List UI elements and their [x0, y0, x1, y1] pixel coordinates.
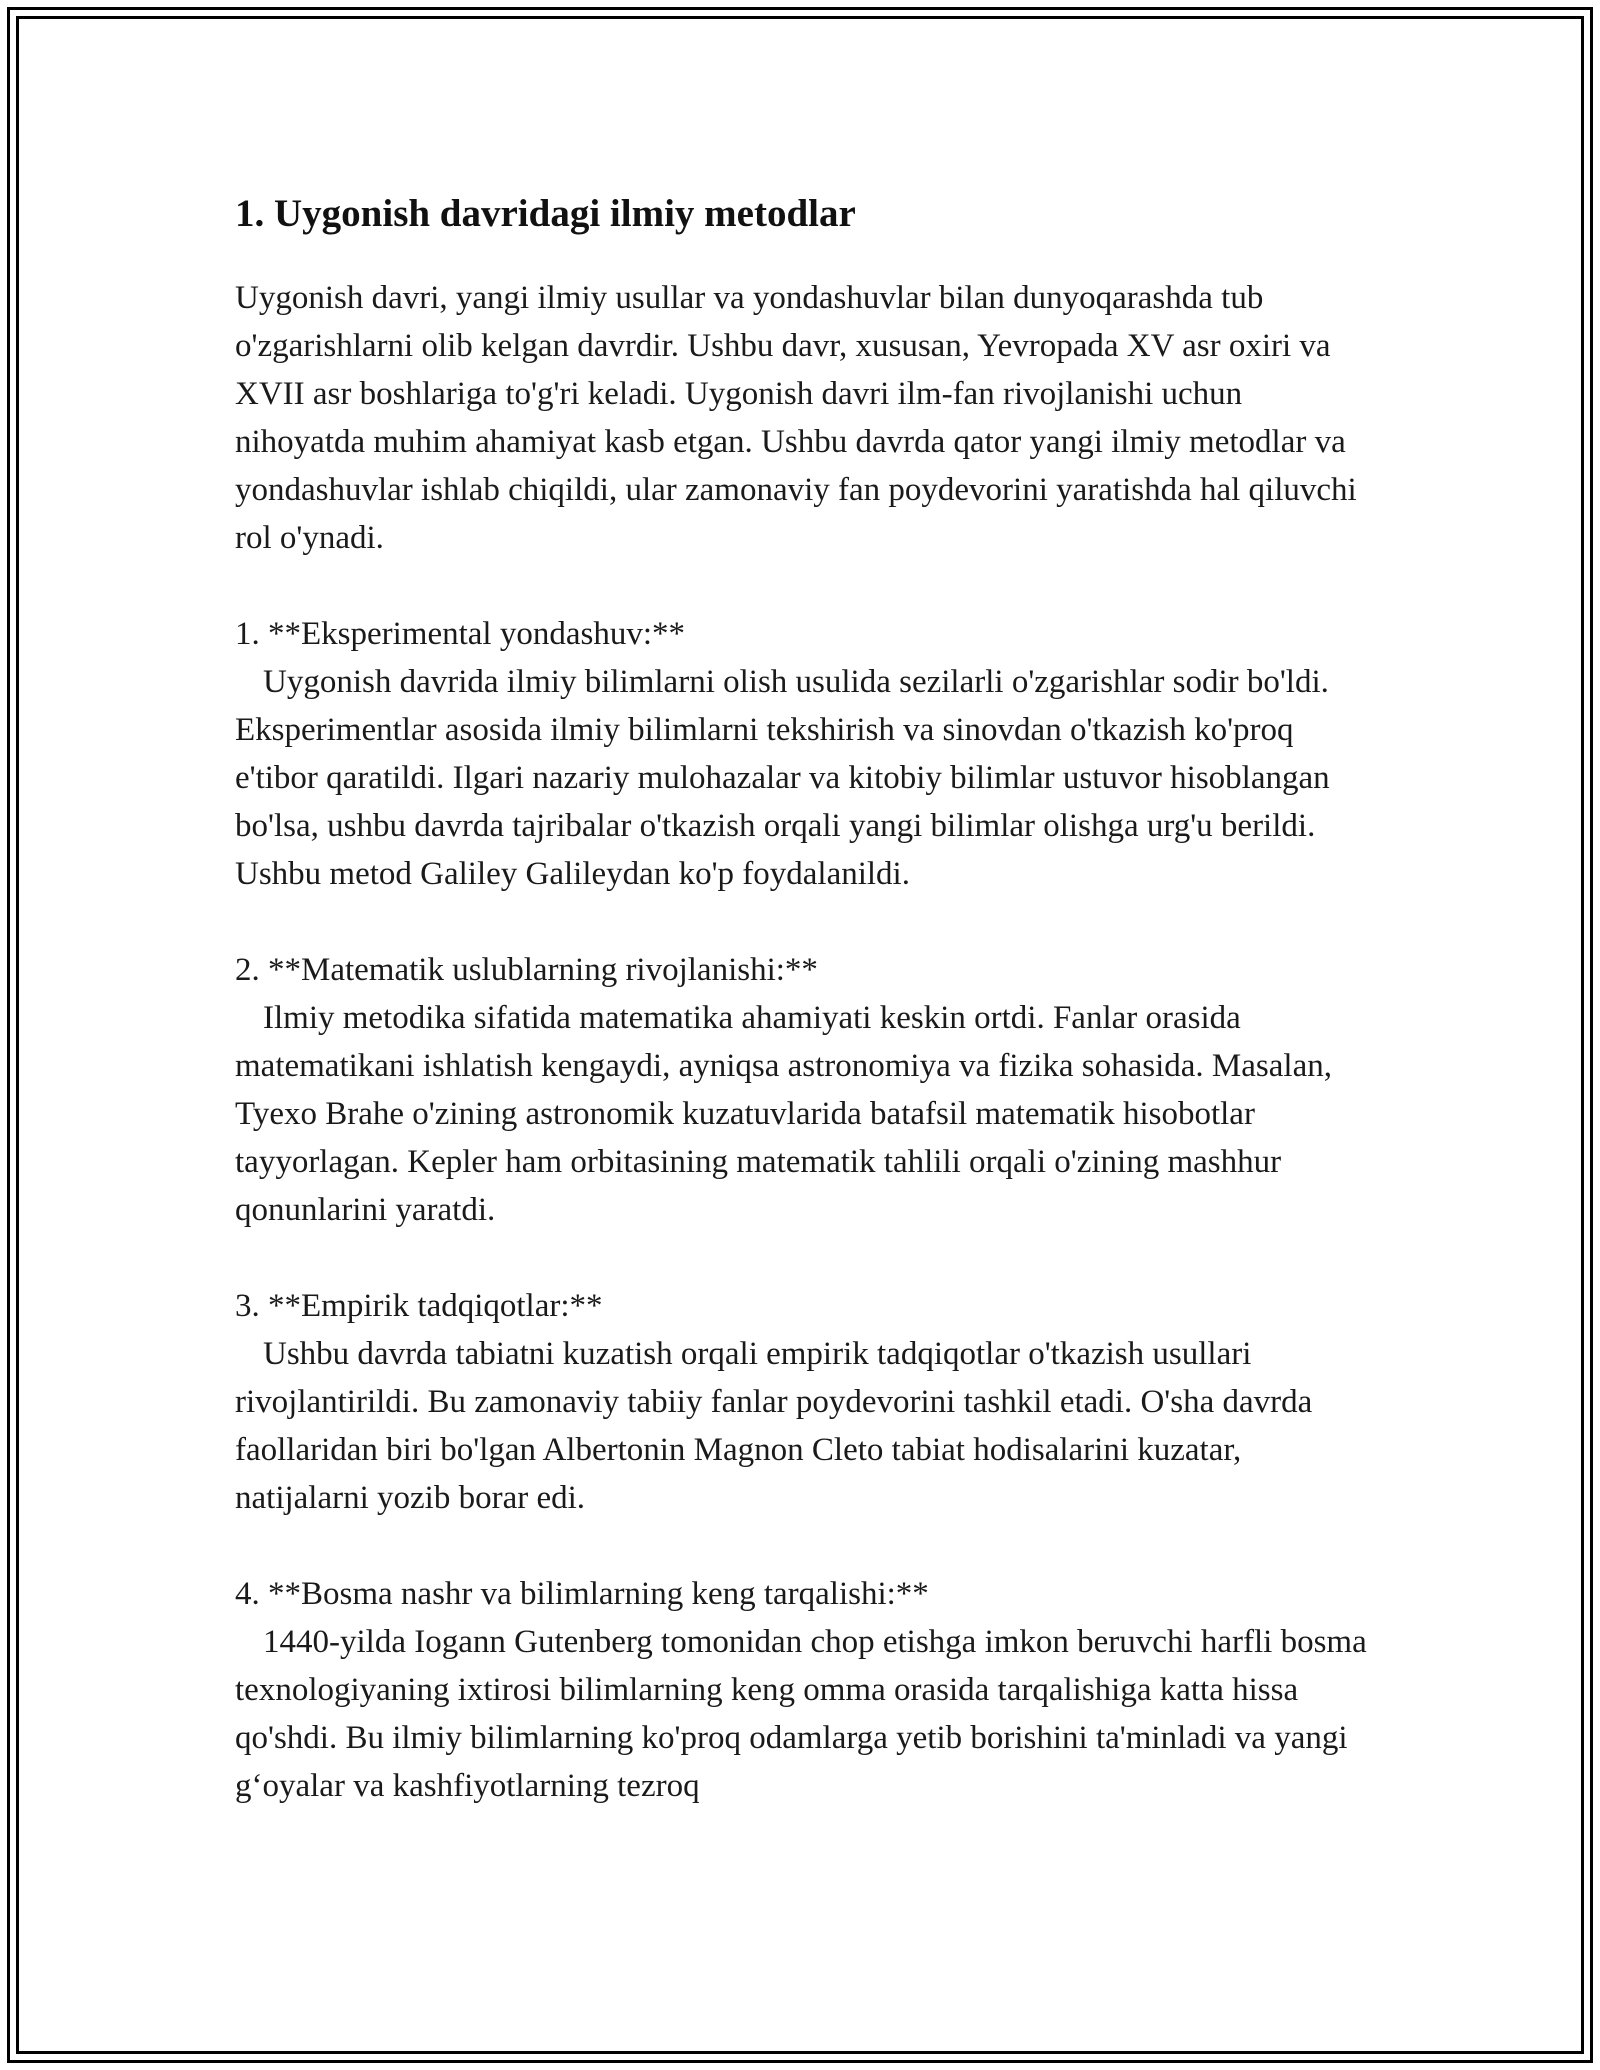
section-heading: 1. **Eksperimental yondashuv:**	[235, 616, 686, 652]
section-body: Ilmiy metodika sifatida matematika ahamiyati keskin ortdi. Fanlar orasida matematikani ishlatish kengaydi, ayniqsa astronomiya va fizika sohasida. Masalan, Tyexo Brahe o'zining astronomik kuzatuvlarida batafsil matematik hisobotlar tayyorlagan. Kepler ham orbitasining matematik tahlili orqali o'zining mashhur qonunlarini yaratdi.	[235, 1000, 1332, 1228]
section-mathematical	[235, 946, 1375, 1234]
section-body: Uygonish davrida ilmiy bilimlarni olish usulida sezilarli o'zgarishlar sodir bo'ldi. Eksperimentlar asosida ilmiy bilimlarni tekshirish va sinovdan o'tkazish ko'proq e'tibor qaratildi. Ilgari nazariy mulohazalar va kitobiy bilimlar ustuvor hisoblangan bo'lsa, ushbu davrda tajribalar o'tkazish orqali yangi bilimlar olishga urg'u berildi. Ushbu metod Galiley Galileydan ko'p foydalanildi.	[235, 664, 1330, 892]
intro-paragraph: Uygonish davri, yangi ilmiy usullar va yondashuvlar bilan dunyoqarashda tub o'zgarishlarni olib kelgan davrdir. Ushbu davr, xususan, Yevropada XV asr oxiri va XVII asr boshlariga to'g'ri keladi. Uygonish davri ilm-fan rivojlanishi uchun nihoyatda muhim ahamiyat kasb etgan. Ushbu davrda qator yangi ilmiy metodlar va yondashuvlar ishlab chiqildi, ular zamonaviy fan poydevorini yaratishda hal qiluvchi rol o'ynadi.	[235, 280, 1357, 556]
section-heading: 3. **Empirik tadqiqotlar:**	[235, 1288, 603, 1324]
section-empirical	[235, 1282, 1375, 1522]
section-body: 1440-yilda Iogann Gutenberg tomonidan chop etishga imkon beruvchi harfli bosma texnologiyaning ixtirosi bilimlarning keng omma orasida tarqalishiga katta hissa qo'shdi. Bu ilmiy bilimlarning ko'proq odamlarga yetib borishini ta'minladi va yangi g‘oyalar va kashfiyotlarning tezroq	[235, 1624, 1367, 1804]
document-content	[235, 188, 1375, 1810]
section-body: Ushbu davrda tabiatni kuzatish orqali empirik tadqiqotlar o'tkazish usullari rivojlantirildi. Bu zamonaviy tabiiy fanlar poydevorini tashkil etadi. O'sha davrda faollaridan biri bo'lgan Albertonin Magnon Cleto tabiat hodisalarini kuzatar, natijalarni yozib borar edi.	[235, 1336, 1313, 1516]
section-heading: 4. **Bosma nashr va bilimlarning keng tarqalishi:**	[235, 1576, 929, 1612]
document-title: 1. Uygonish davridagi ilmiy metodlar	[235, 192, 856, 235]
section-printing	[235, 1570, 1375, 1810]
section-heading: 2. **Matematik uslublarning rivojlanishi:**	[235, 952, 818, 988]
section-experimental	[235, 610, 1375, 898]
